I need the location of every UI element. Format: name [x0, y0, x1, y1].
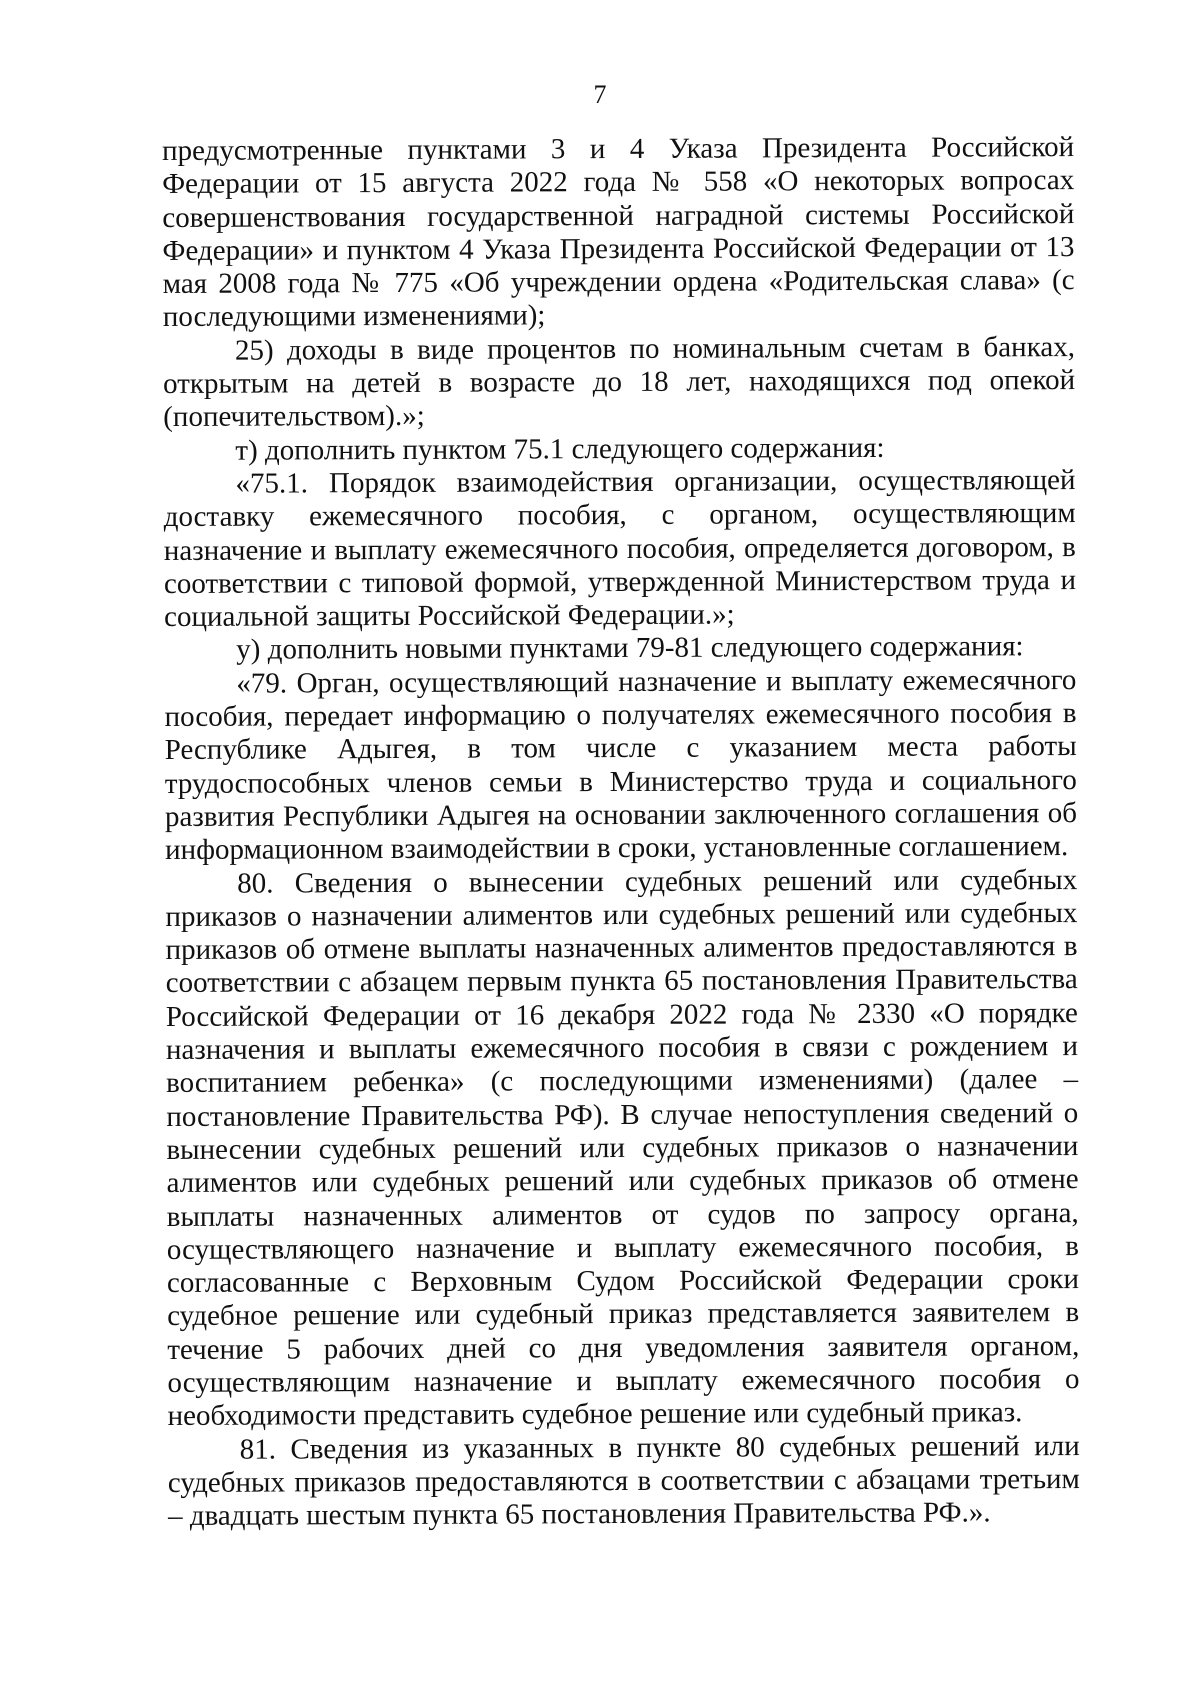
paragraph-item-75-1: «75.1. Порядок взаимодействия организации, осуществляющей доставку ежемесячного пособия, с органом, осуществляющим назначение и выплату ежемесячного пособия, определяется договором, в соответствии с типовой формой, утвержденной Министерством труда и социальной защиты Российской Федерации.»;: [163, 463, 1077, 634]
paragraph-amendment-t: т) дополнить пунктом 75.1 следующего содержания:: [235, 431, 885, 467]
paragraph-item-80: 80. Сведения о вынесении судебных решений или судебных приказов о назначении алиментов или судебных решений или судебных приказов об отмене выплаты назначенных алиментов предоставляются в соответствии с абзацем первым пункта 65 постановления Правительства Российской Федерации от 16 декабря 2022 года № 2330 «О порядке назначения и выплаты ежемесячного пособия в связи с рождением и воспитанием ребенка» (с последующими изменениями) (далее – постановление Правительства РФ). В случае непоступления сведений о вынесении судебных решений или судебных приказов о назначении алиментов или судебных решений или судебных приказов об отмене выплаты назначенных алиментов от судов по запросу органа, осуществляющего назначение и выплату ежемесячного пособия, в согласованные с Верховным Судом Российской Федерации сроки судебное решение или судебный приказ представляется заявителем в течение 5 рабочих дней со дня уведомления заявителя органом, осуществляющим назначение и выплату ежемесячного пособия о необходимости представить судебное решение или судебный приказ.: [165, 863, 1080, 1433]
document-body: [162, 131, 1080, 1533]
paragraph-amendment-u: у) дополнить новыми пунктами 79-81 следующего содержания:: [236, 630, 1024, 667]
paragraph-item-79: «79. Орган, осуществляющий назначение и выплату ежемесячного пособия, передает информацию о получателях ежемесячного пособия в Республике Адыгея, в том числе с указанием места работы трудоспособных членов семьи в Министерство труда и социального развития Республики Адыгея на основании заключенного соглашения об информационном взаимодействии в сроки, установленные соглашением.: [164, 663, 1078, 867]
paragraph-continuation: предусмотренные пунктами 3 и 4 Указа Президента Российской Федерации от 15 августа 2022 года № 558 «О некоторых вопросах совершенствования государственной наградной системы Российской Федерации» и пунктом 4 Указа Президента Российской Федерации от 13 мая 2008 года № 775 «Об учреждении ордена «Родительская слава» (с последующими изменениями);: [162, 131, 1075, 334]
paragraph-item-81: 81. Сведения из указанных в пункте 80 судебных решений или судебных приказов предоставляются в соответствии с абзацами третьим – двадцать шестым пункта 65 постановления Правительства РФ.».: [167, 1429, 1080, 1533]
page-number: 7: [593, 80, 607, 109]
paragraph-item-25: 25) доходы в виде процентов по номинальным счетам в банках, открытым на детей в возрасте до 18 лет, находящихся под опекой (попечительством).»;: [163, 330, 1076, 434]
